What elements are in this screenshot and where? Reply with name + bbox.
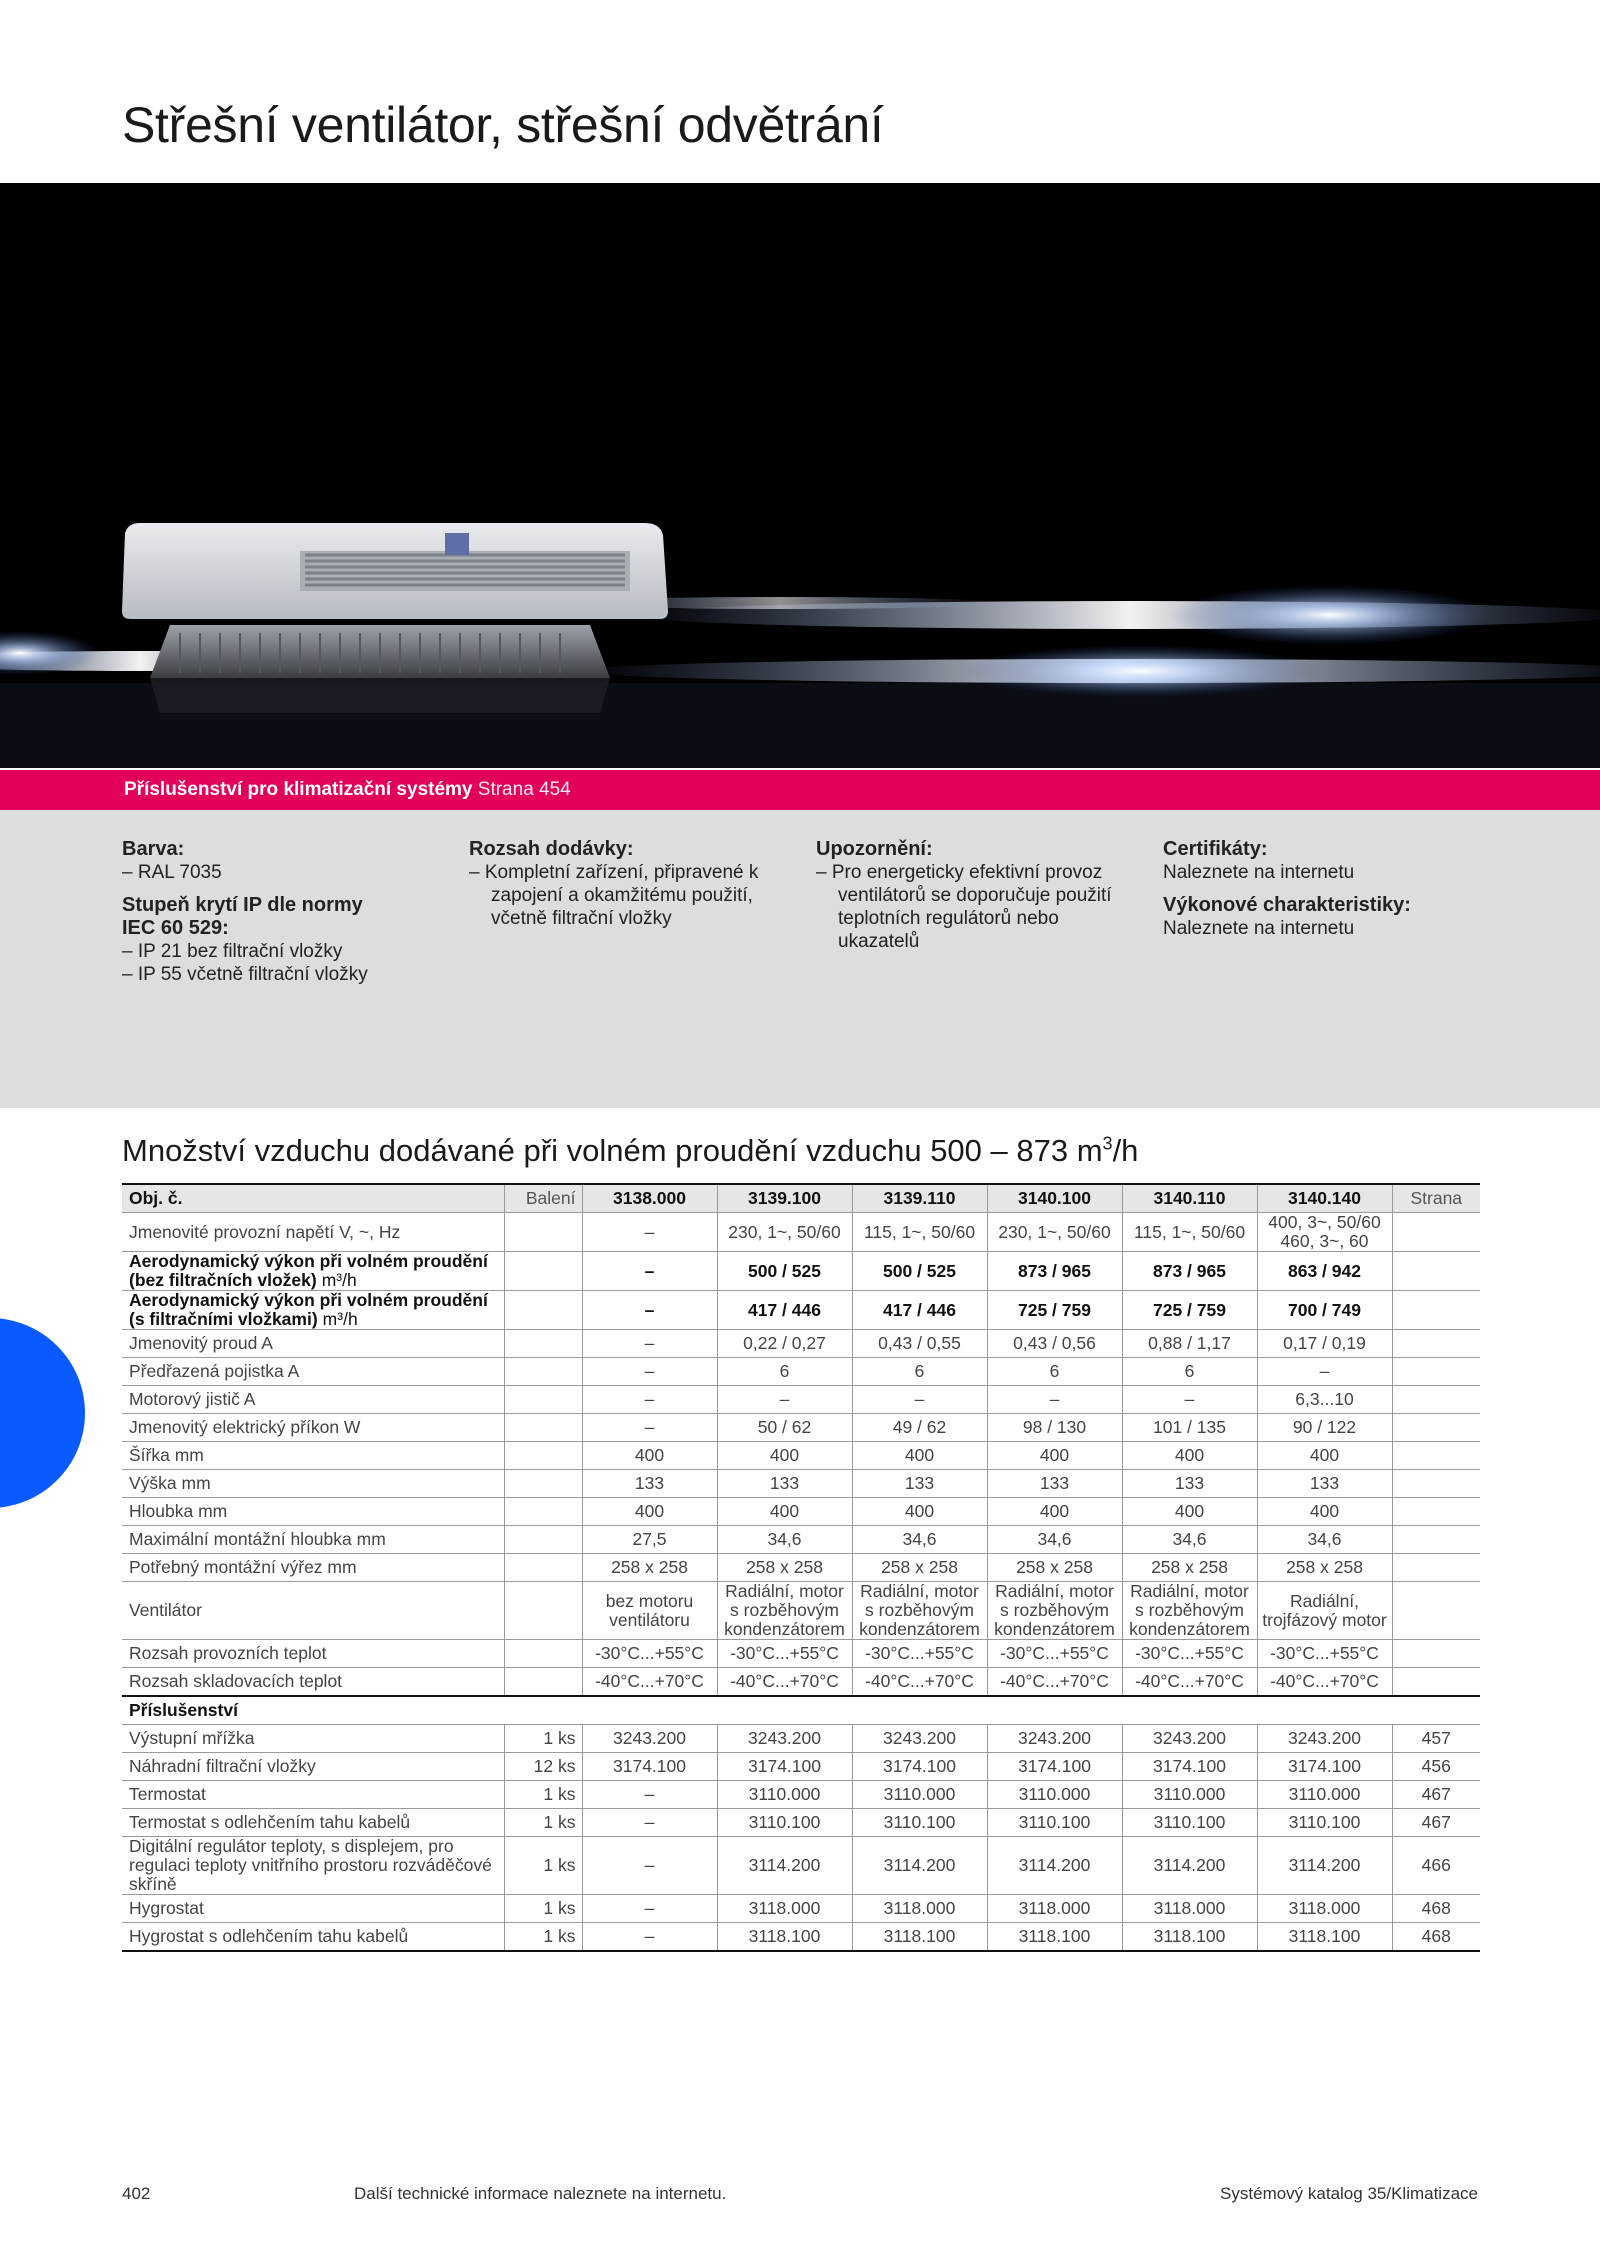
info-item: – Kompletní zařízení, připravené k zapojení a okamžitému použití, včetně filtrační vložky	[469, 862, 759, 929]
row-label	[122, 1668, 504, 1697]
row-page	[1392, 1386, 1480, 1414]
row-label-text: Rozsah skladovacích teplot	[129, 1671, 343, 1691]
info-heading: Upozornění:	[816, 838, 933, 860]
row-value: -30°C...+55°C	[1122, 1640, 1257, 1668]
table-row	[122, 1386, 1480, 1414]
row-value: 500 / 525	[852, 1252, 987, 1291]
row-value: 133	[852, 1470, 987, 1498]
row-pack	[504, 1252, 582, 1291]
row-page	[1392, 1582, 1480, 1640]
row-value: -40°C...+70°C	[1257, 1668, 1392, 1697]
accessory-pack: 1 ks	[504, 1781, 582, 1809]
row-pack	[504, 1554, 582, 1582]
accessory-pack: 1 ks	[504, 1725, 582, 1753]
accessory-article: 3243.200	[987, 1725, 1122, 1753]
row-label	[122, 1554, 504, 1582]
info-col-color	[122, 838, 452, 986]
table-row	[122, 1582, 1480, 1640]
info-heading: Stupeň krytí IP dle normy	[122, 894, 363, 916]
row-value: 133	[582, 1470, 717, 1498]
row-value: 400	[987, 1498, 1122, 1526]
row-page	[1392, 1442, 1480, 1470]
row-page	[1392, 1668, 1480, 1697]
info-item: – IP 55 včetně filtrační vložky	[122, 964, 368, 985]
row-value: –	[582, 1358, 717, 1386]
row-value: -30°C...+55°C	[582, 1640, 717, 1668]
accessory-article: 3114.200	[987, 1837, 1122, 1895]
row-value: Radiální, motor s rozběhovým kondenzátorem	[852, 1582, 987, 1640]
info-col-notice	[816, 838, 1126, 953]
accessory-pack: 1 ks	[504, 1895, 582, 1923]
row-pack	[504, 1213, 582, 1252]
row-value: 400	[1122, 1442, 1257, 1470]
row-value: 400	[852, 1498, 987, 1526]
accessory-article: 3118.100	[1122, 1923, 1257, 1952]
row-label	[122, 1470, 504, 1498]
header-article: 3140.110	[1122, 1184, 1257, 1213]
info-item: – RAL 7035	[122, 862, 222, 883]
row-label-text: Jmenovitý elektrický příkon W	[129, 1417, 361, 1437]
header-article: 3139.100	[717, 1184, 852, 1213]
header-label: Obj. č.	[122, 1184, 504, 1213]
row-page	[1392, 1213, 1480, 1252]
accessory-article: 3114.200	[1257, 1837, 1392, 1895]
row-unit: m³/h	[321, 1270, 357, 1290]
row-pack	[504, 1498, 582, 1526]
accessories-section-row	[122, 1696, 1480, 1725]
accessory-article: 3110.100	[987, 1809, 1122, 1837]
row-value: –	[582, 1213, 717, 1252]
accessory-article: 3118.000	[987, 1895, 1122, 1923]
row-value: 400	[1122, 1498, 1257, 1526]
table-row	[122, 1330, 1480, 1358]
accessory-article: 3110.000	[987, 1781, 1122, 1809]
row-value: –	[582, 1252, 717, 1291]
page-title: Střešní ventilátor, střešní odvětrání	[122, 97, 884, 153]
row-value: -30°C...+55°C	[987, 1640, 1122, 1668]
header-page: Strana	[1392, 1184, 1480, 1213]
table-row	[122, 1668, 1480, 1697]
row-pack	[504, 1668, 582, 1697]
row-value: -30°C...+55°C	[1257, 1640, 1392, 1668]
header-article: 3138.000	[582, 1184, 717, 1213]
info-heading: Barva:	[122, 838, 185, 860]
table-header-row	[122, 1184, 1480, 1213]
row-label	[122, 1358, 504, 1386]
row-value: 0,22 / 0,27	[717, 1330, 852, 1358]
row-label	[122, 1498, 504, 1526]
row-value: 400	[582, 1498, 717, 1526]
row-value: 700 / 749	[1257, 1291, 1392, 1330]
row-value: -40°C...+70°C	[852, 1668, 987, 1697]
row-label	[122, 1252, 504, 1291]
row-value: –	[582, 1414, 717, 1442]
accessory-article: 3243.200	[1122, 1725, 1257, 1753]
row-pack	[504, 1358, 582, 1386]
row-page	[1392, 1291, 1480, 1330]
row-value: -40°C...+70°C	[582, 1668, 717, 1697]
accessory-article: 3243.200	[852, 1725, 987, 1753]
row-value: 258 x 258	[987, 1554, 1122, 1582]
row-page	[1392, 1526, 1480, 1554]
row-value: Radiální, trojfázový motor	[1257, 1582, 1392, 1640]
row-value: -30°C...+55°C	[852, 1640, 987, 1668]
row-value: –	[582, 1386, 717, 1414]
accessory-article: 3110.100	[1257, 1809, 1392, 1837]
row-value: Radiální, motor s rozběhovým kondenzátorem	[987, 1582, 1122, 1640]
row-value: 873 / 965	[987, 1252, 1122, 1291]
row-value: 115, 1~, 50/60	[1122, 1213, 1257, 1252]
row-pack	[504, 1386, 582, 1414]
accessory-article: 3174.100	[852, 1753, 987, 1781]
row-label-text: Aerodynamický výkon při volném proudění (bez filtračních vložek)	[129, 1251, 488, 1290]
table-row	[122, 1554, 1480, 1582]
accessory-row	[122, 1725, 1480, 1753]
accessory-row	[122, 1895, 1480, 1923]
row-value: 0,88 / 1,17	[1122, 1330, 1257, 1358]
row-value: 27,5	[582, 1526, 717, 1554]
row-page	[1392, 1470, 1480, 1498]
row-page	[1392, 1414, 1480, 1442]
table-row	[122, 1252, 1480, 1291]
row-value: 258 x 258	[852, 1554, 987, 1582]
row-value: –	[582, 1291, 717, 1330]
accessory-article: 3174.100	[582, 1753, 717, 1781]
row-label	[122, 1330, 504, 1358]
info-heading: IEC 60 529:	[122, 917, 229, 939]
accessory-article: 3243.200	[717, 1725, 852, 1753]
row-value: 0,43 / 0,55	[852, 1330, 987, 1358]
row-value: 101 / 135	[1122, 1414, 1257, 1442]
header-article: 3139.110	[852, 1184, 987, 1213]
row-value: 0,43 / 0,56	[987, 1330, 1122, 1358]
row-page	[1392, 1640, 1480, 1668]
section-title-unit: /h	[1112, 1133, 1139, 1168]
table-row	[122, 1414, 1480, 1442]
table-row	[122, 1358, 1480, 1386]
info-col-certificates	[1163, 838, 1493, 940]
section-title-sup: 3	[1102, 1133, 1113, 1154]
row-value: 230, 1~, 50/60	[717, 1213, 852, 1252]
accessory-label: Náhradní filtrační vložky	[122, 1753, 504, 1781]
row-label	[122, 1414, 504, 1442]
accessory-article: 3114.200	[852, 1837, 987, 1895]
row-value: 34,6	[717, 1526, 852, 1554]
row-label-text: Hloubka mm	[129, 1501, 228, 1521]
row-page	[1392, 1358, 1480, 1386]
info-heading: Certifikáty:	[1163, 838, 1268, 860]
accessory-article: 3110.000	[1257, 1781, 1392, 1809]
row-value: 400	[852, 1442, 987, 1470]
row-value: –	[852, 1386, 987, 1414]
accessory-article: 3114.200	[717, 1837, 852, 1895]
accessory-article: 3110.000	[717, 1781, 852, 1809]
table-row	[122, 1213, 1480, 1252]
row-value: 34,6	[1257, 1526, 1392, 1554]
row-page	[1392, 1330, 1480, 1358]
accessory-article: 3118.100	[987, 1923, 1122, 1952]
info-item: – IP 21 bez filtrační vložky	[122, 941, 343, 962]
accessory-label: Termostat s odlehčením tahu kabelů	[122, 1809, 504, 1837]
info-item: Naleznete na internetu	[1163, 862, 1355, 883]
row-value: 6,3...10	[1257, 1386, 1392, 1414]
row-label	[122, 1291, 504, 1330]
row-label-text: Předřazená pojistka A	[129, 1361, 300, 1381]
accessory-article: 3110.100	[717, 1809, 852, 1837]
row-label-text: Rozsah provozních teplot	[129, 1643, 327, 1663]
info-heading: Výkonové charakteristiky:	[1163, 894, 1411, 916]
table-row	[122, 1291, 1480, 1330]
row-value: 400, 3~, 50/60 460, 3~, 60	[1257, 1213, 1392, 1252]
accessory-article: 3118.000	[852, 1895, 987, 1923]
accessory-label: Hygrostat	[122, 1895, 504, 1923]
row-label	[122, 1526, 504, 1554]
row-label	[122, 1213, 504, 1252]
row-value: 400	[1257, 1498, 1392, 1526]
info-box	[0, 810, 1600, 1108]
accessory-pack: 12 ks	[504, 1753, 582, 1781]
row-value: Radiální, motor s rozběhovým kondenzátorem	[1122, 1582, 1257, 1640]
row-label-text: Výška mm	[129, 1473, 211, 1493]
row-value: –	[987, 1386, 1122, 1414]
row-value: 34,6	[852, 1526, 987, 1554]
accessory-bar	[0, 770, 1600, 810]
row-value: 400	[1257, 1442, 1392, 1470]
row-label-text: Potřebný montážní výřez mm	[129, 1557, 357, 1577]
table-row	[122, 1442, 1480, 1470]
footer-catalog: Systémový katalog 35/Klimatizace	[1220, 2184, 1478, 2203]
row-value: 400	[582, 1442, 717, 1470]
accessory-article: 3110.000	[1122, 1781, 1257, 1809]
accessory-row	[122, 1781, 1480, 1809]
row-value: 258 x 258	[1122, 1554, 1257, 1582]
table-row	[122, 1470, 1480, 1498]
accessory-page: 468	[1392, 1895, 1480, 1923]
accessory-bar-label: Příslušenství pro klimatizační systémy	[124, 779, 473, 800]
accessories-title: Příslušenství	[122, 1696, 1480, 1725]
row-label-text: Jmenovité provozní napětí V, ~, Hz	[129, 1221, 401, 1242]
accessory-article: 3174.100	[1122, 1753, 1257, 1781]
accessory-article: –	[582, 1837, 717, 1895]
row-value: 49 / 62	[852, 1414, 987, 1442]
row-value: 863 / 942	[1257, 1252, 1392, 1291]
row-value: -30°C...+55°C	[717, 1640, 852, 1668]
row-value: 34,6	[1122, 1526, 1257, 1554]
row-value: 133	[1122, 1470, 1257, 1498]
accessory-row	[122, 1753, 1480, 1781]
accessory-label: Výstupní mřížka	[122, 1725, 504, 1753]
row-value: 417 / 446	[852, 1291, 987, 1330]
accessory-article: 3174.100	[987, 1753, 1122, 1781]
page-number: 402	[122, 2184, 151, 2203]
row-value: 725 / 759	[987, 1291, 1122, 1330]
footer-note: Další technické informace naleznete na internetu.	[354, 2184, 727, 2203]
row-value: 133	[987, 1470, 1122, 1498]
row-value: 258 x 258	[582, 1554, 717, 1582]
row-value: 90 / 122	[1257, 1414, 1392, 1442]
row-value: -40°C...+70°C	[717, 1668, 852, 1697]
accessory-article: 3118.000	[717, 1895, 852, 1923]
row-pack	[504, 1414, 582, 1442]
table-row	[122, 1640, 1480, 1668]
row-value: –	[1122, 1386, 1257, 1414]
accessory-article: 3110.100	[852, 1809, 987, 1837]
row-pack	[504, 1470, 582, 1498]
accessory-page: 457	[1392, 1725, 1480, 1753]
info-item: – Pro energeticky efektivní provoz ventilátorů se doporučuje použití teplotních regulátorů nebo ukazatelů	[816, 862, 1112, 952]
row-value: 6	[852, 1358, 987, 1386]
row-value: 258 x 258	[1257, 1554, 1392, 1582]
row-label-text: Aerodynamický výkon při volném proudění (s filtračními vložkami)	[129, 1290, 488, 1329]
row-label-text: Ventilátor	[129, 1600, 202, 1620]
accessory-article: 3243.200	[1257, 1725, 1392, 1753]
row-value: 400	[717, 1498, 852, 1526]
accessory-label: Digitální regulátor teploty, s displejem, pro regulaci teploty vnitřního prostoru rozváděčové skříně	[122, 1837, 504, 1895]
row-pack	[504, 1330, 582, 1358]
row-value: 133	[1257, 1470, 1392, 1498]
row-unit: m³/h	[322, 1309, 358, 1329]
row-value: 50 / 62	[717, 1414, 852, 1442]
row-label-text: Šířka mm	[129, 1445, 204, 1465]
row-value: 0,17 / 0,19	[1257, 1330, 1392, 1358]
accessory-article: 3174.100	[717, 1753, 852, 1781]
row-label-text: Maximální montážní hloubka mm	[129, 1529, 386, 1549]
accessory-pack: 1 ks	[504, 1809, 582, 1837]
info-item: Naleznete na internetu	[1163, 918, 1355, 939]
row-value: –	[582, 1330, 717, 1358]
row-value: 725 / 759	[1122, 1291, 1257, 1330]
section-title-text: Množství vzduchu dodávané při volném proudění vzduchu 500 – 873 m	[122, 1133, 1103, 1168]
row-label	[122, 1386, 504, 1414]
row-value: 873 / 965	[1122, 1252, 1257, 1291]
row-pack	[504, 1582, 582, 1640]
row-value: –	[1257, 1358, 1392, 1386]
accessory-article: 3110.000	[852, 1781, 987, 1809]
accessory-article: –	[582, 1895, 717, 1923]
row-value: bez motoru ventilátoru	[582, 1582, 717, 1640]
row-value: -40°C...+70°C	[987, 1668, 1122, 1697]
accessory-row	[122, 1923, 1480, 1952]
row-page	[1392, 1498, 1480, 1526]
row-pack	[504, 1640, 582, 1668]
accessory-label: Hygrostat s odlehčením tahu kabelů	[122, 1923, 504, 1952]
row-value: 400	[987, 1442, 1122, 1470]
accessory-article: 3174.100	[1257, 1753, 1392, 1781]
header-article: 3140.100	[987, 1184, 1122, 1213]
roof-fan-illustration	[0, 183, 1600, 768]
row-label-text: Motorový jistič A	[129, 1389, 256, 1409]
row-value: -40°C...+70°C	[1122, 1668, 1257, 1697]
header-article: 3140.140	[1257, 1184, 1392, 1213]
row-value: 115, 1~, 50/60	[852, 1213, 987, 1252]
row-pack	[504, 1291, 582, 1330]
row-pack	[504, 1442, 582, 1470]
spec-table	[122, 1183, 1480, 1952]
accessory-page: 467	[1392, 1809, 1480, 1837]
info-col-delivery	[469, 838, 794, 930]
row-page	[1392, 1252, 1480, 1291]
accessory-row	[122, 1837, 1480, 1895]
row-value: 400	[717, 1442, 852, 1470]
row-value: 417 / 446	[717, 1291, 852, 1330]
accessory-label: Termostat	[122, 1781, 504, 1809]
section-title	[122, 1133, 1138, 1169]
header-pack: Balení	[504, 1184, 582, 1213]
row-value: 6	[1122, 1358, 1257, 1386]
chapter-tab-marker	[0, 1318, 85, 1508]
accessory-pack: 1 ks	[504, 1923, 582, 1952]
product-photo	[0, 183, 1600, 768]
row-value: 6	[987, 1358, 1122, 1386]
accessory-bar-page-ref: Strana 454	[477, 779, 571, 800]
row-value: 133	[717, 1470, 852, 1498]
accessory-page: 456	[1392, 1753, 1480, 1781]
row-value: 258 x 258	[717, 1554, 852, 1582]
row-value: 98 / 130	[987, 1414, 1122, 1442]
row-value: 230, 1~, 50/60	[987, 1213, 1122, 1252]
accessory-article: 3118.100	[1257, 1923, 1392, 1952]
accessory-article: 3118.000	[1257, 1895, 1392, 1923]
row-value: 34,6	[987, 1526, 1122, 1554]
table-row	[122, 1526, 1480, 1554]
accessory-article: 3110.100	[1122, 1809, 1257, 1837]
accessory-article: –	[582, 1923, 717, 1952]
accessory-article: 3114.200	[1122, 1837, 1257, 1895]
row-value: 500 / 525	[717, 1252, 852, 1291]
info-heading: Rozsah dodávky:	[469, 838, 634, 860]
accessory-article: –	[582, 1781, 717, 1809]
accessory-row	[122, 1809, 1480, 1837]
row-value: –	[717, 1386, 852, 1414]
accessory-article: 3118.100	[717, 1923, 852, 1952]
row-pack	[504, 1526, 582, 1554]
row-page	[1392, 1554, 1480, 1582]
row-label	[122, 1582, 504, 1640]
row-value: 6	[717, 1358, 852, 1386]
accessory-article: 3118.100	[852, 1923, 987, 1952]
row-label-text: Jmenovitý proud A	[129, 1333, 273, 1353]
accessory-page: 466	[1392, 1837, 1480, 1895]
row-label	[122, 1442, 504, 1470]
accessory-page: 467	[1392, 1781, 1480, 1809]
row-label	[122, 1640, 504, 1668]
row-value: Radiální, motor s rozběhovým kondenzátorem	[717, 1582, 852, 1640]
accessory-article: 3118.000	[1122, 1895, 1257, 1923]
accessory-page: 468	[1392, 1923, 1480, 1952]
accessory-article: 3243.200	[582, 1725, 717, 1753]
table-row	[122, 1498, 1480, 1526]
accessory-article: –	[582, 1809, 717, 1837]
accessory-pack: 1 ks	[504, 1837, 582, 1895]
